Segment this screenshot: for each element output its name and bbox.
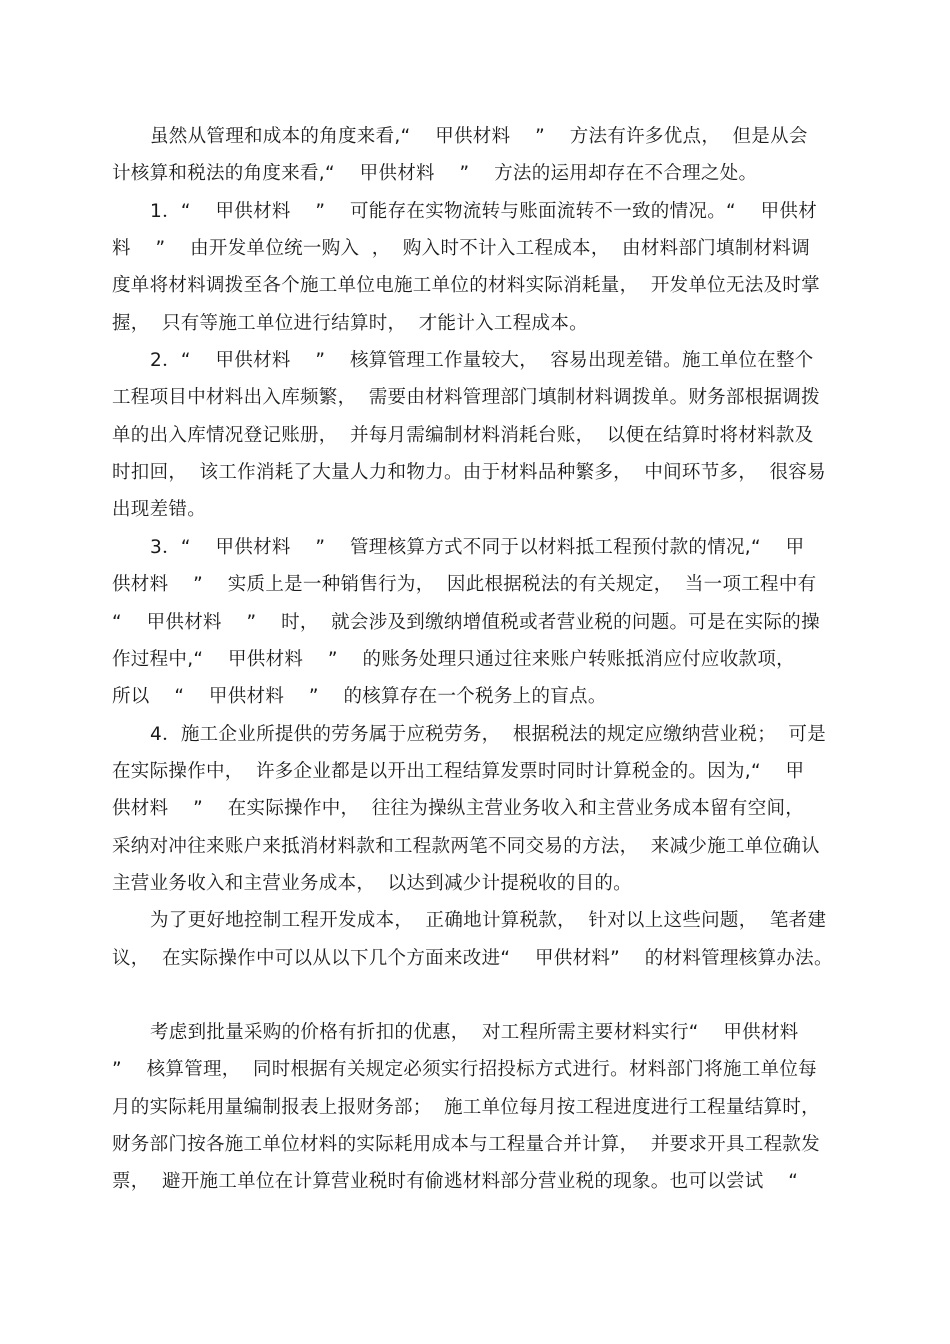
text-line: 3．“ 甲供材料 ” 管理核算方式不同于以材料抵工程预付款的情况,“ 甲 xyxy=(150,537,805,558)
text-line: 议， 在实际操作中可以从以下几个方面来改进“ 甲供材料” 的材料管理核算办法。 xyxy=(112,948,833,969)
text-line: 工程项目中材料出入库频繁， 需要由材料管理部门填制材料调拨单。财务部根据调拨 xyxy=(112,387,820,408)
text-line: 所以 “ 甲供材料 ” 的核算存在一个税务上的盲点。 xyxy=(112,686,607,707)
text-line: 供材料 ” 在实际操作中， 往往为操纵主营业务收入和主营业务成本留有空间， xyxy=(112,798,805,819)
text-line: 为了更好地控制工程开发成本， 正确地计算税款， 针对以上这些问题， 笔者建 xyxy=(150,910,827,931)
text-line: 票， 避开施工单位在计算营业税时有偷逃材料部分营业税的现象。也可以尝试 “ xyxy=(112,1171,799,1192)
text-line: 2．“ 甲供材料 ” 核算管理工作量较大， 容易出现差错。施工单位在整个 xyxy=(150,350,814,371)
text-line: 计核算和税法的角度来看,“ 甲供材料 ” 方法的运用却存在不合理之处。 xyxy=(112,163,758,184)
text-line: ” 核算管理， 同时根据有关规定必须实行招投标方式进行。材料部门将施工单位每 xyxy=(112,1059,817,1080)
text-line: 握， 只有等施工单位进行结算时， 才能计入工程成本。 xyxy=(112,313,588,334)
text-line: 在实际操作中， 许多企业都是以开出工程结算发票时同时计算税金的。因为,“ 甲 xyxy=(112,761,805,782)
text-line: 料 ” 由开发单位统一购入 ， 购入时不计入工程成本， 由材料部门填制材料调 xyxy=(112,238,811,259)
text-line: 作过程中,“ 甲供材料 ” 的账务处理只通过往来账户转账抵消应付应收款项， xyxy=(112,649,795,670)
text-line: 考虑到批量采购的价格有折扣的优惠， 对工程所需主要材料实行“ 甲供材料 xyxy=(150,1022,799,1043)
text-line: 单的出入库情况登记账册， 并每月需编制材料消耗台账， 以便在结算时将材料款及 xyxy=(112,425,814,446)
text-line: 供材料 ” 实质上是一种销售行为， 因此根据税法的有关规定， 当一项工程中有 xyxy=(112,574,817,595)
text-line: 主营业务收入和主营业务成本， 以达到减少计提税收的目的。 xyxy=(112,873,632,894)
text-line: 虽然从管理和成本的角度来看,“ 甲供材料 ” 方法有许多优点， 但是从会 xyxy=(150,126,808,147)
text-line: 时扣回， 该工作消耗了大量人力和物力。由于材料品种繁多， 中间环节多， 很容易 xyxy=(112,462,826,483)
text-line: 出现差错。 xyxy=(112,499,207,520)
text-line: 1．“ 甲供材料 ” 可能存在实物流转与账面流转不一致的情况。“ 甲供材 xyxy=(150,201,818,222)
text-line: 月的实际耗用量编制报表上报财务部； 施工单位每月按工程进度进行工程量结算时， xyxy=(112,1097,820,1118)
text-line: 采纳对冲往来账户来抵消材料款和工程款两笔不同交易的方法， 来减少施工单位确认 xyxy=(112,836,820,857)
text-line: 度单将材料调拨至各个施工单位电施工单位的材料实际消耗量， 开发单位无法及时掌 xyxy=(112,275,820,296)
text-line: “ 甲供材料 ” 时， 就会涉及到缴纳增值税或者营业税的问题。可是在实际的操 xyxy=(112,612,820,633)
text-line: 财务部门按各施工单位材料的实际耗用成本与工程量合并计算， 并要求开具工程款发 xyxy=(112,1134,820,1155)
text-line: 4．施工企业所提供的劳务属于应税劳务， 根据税法的规定应缴纳营业税； 可是 xyxy=(150,724,826,745)
